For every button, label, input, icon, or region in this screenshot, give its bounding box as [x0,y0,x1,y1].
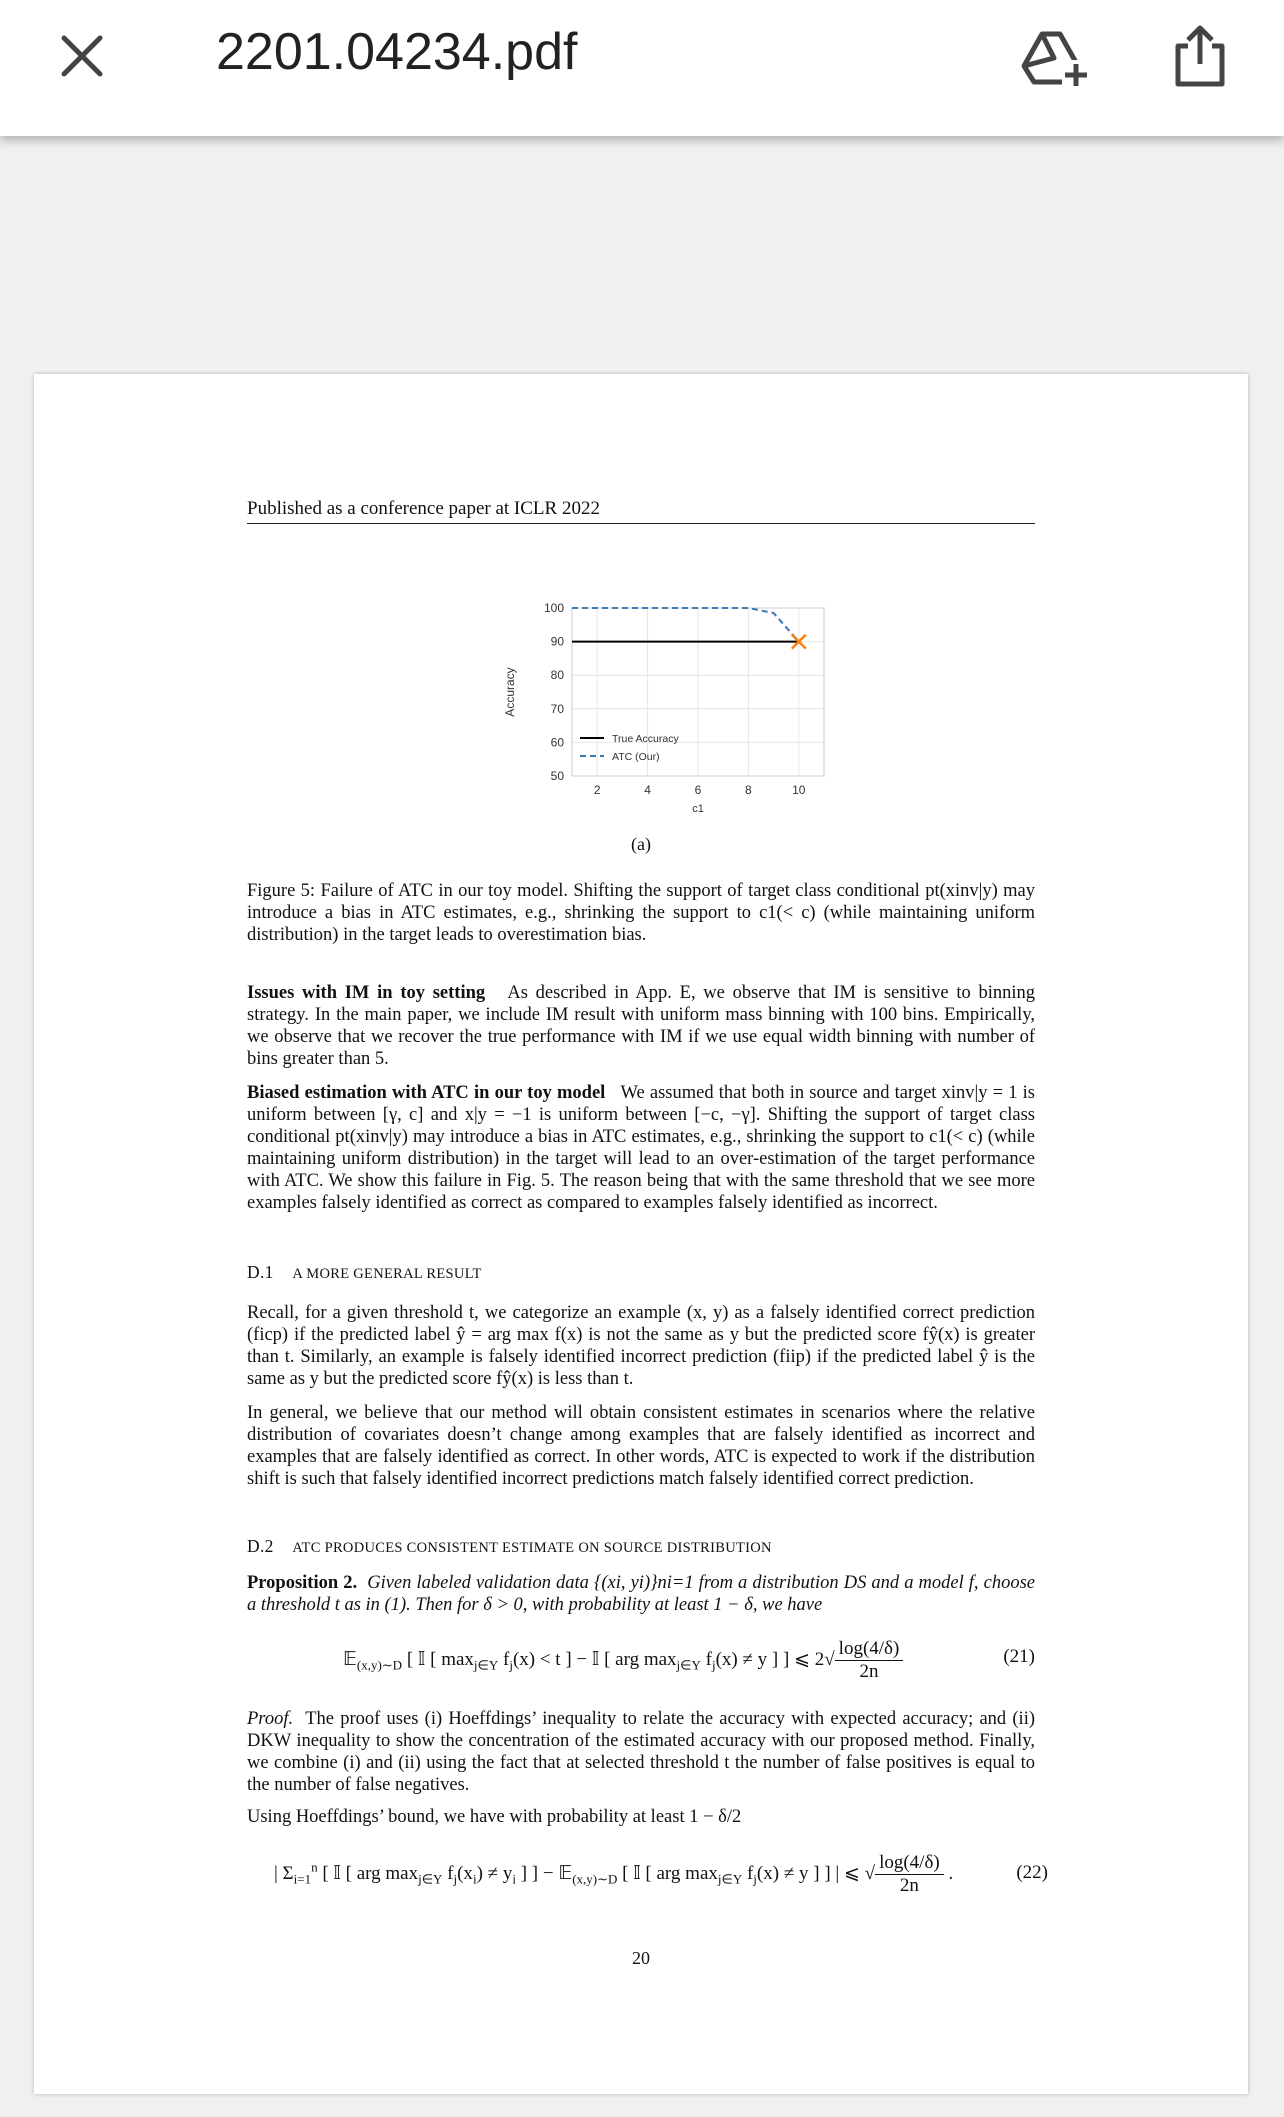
y-tick-label: 60 [550,735,564,750]
x-tick-label: 8 [745,783,752,797]
biased-title: Biased estimation with ATC in our toy model [247,1083,606,1103]
section-d1-heading [247,1262,1035,1283]
page-header: Published as a conference paper at ICLR 2022 [247,498,1035,524]
d1-paragraph-1: Recall, for a given threshold t, we categorize an example (x, y) as a falsely identified correct prediction (ficp) if the predicted label ŷ = arg max f(x) is not the same as y but the predicted score fŷ(x) is greater than t. Similarly, an example is falsely identified incorrect prediction (fiip) if the predicted label ŷ is the same as y but the predicted score fŷ(x) is less than t. [247,1303,1035,1389]
proposition-text: Given labeled validation data {(xi, yi)}ni=1 from a distribution DS and a model f, choose a threshold t as in (1). Then for δ > 0, with probability at least 1 − δ, we have [247,1573,1035,1615]
section-d2-heading [247,1536,1035,1557]
x-tick-label: 6 [694,783,702,797]
x-tick-label: 4 [644,783,651,797]
chart-svg [474,602,844,852]
x-tick-label: 10 [792,783,806,797]
y-tick-label: 90 [550,634,564,649]
y-tick-label: 80 [550,668,564,683]
subfigure-label: (a) [631,834,651,854]
equation-22-number: (22) [1016,1862,1048,1883]
section-d2-title: ATC PRODUCES CONSISTENT ESTIMATE ON SOURCE DISTRIBUTION [292,1540,772,1556]
proof-paragraph [247,1708,1035,1796]
biased-text: We assumed that both in source and target xinv|y = 1 is uniform between [γ, c] and x|y = −1 is uniform between [−c, −γ]. Shifting the support of target class conditional pt(xinv|y) may introduce a bias in ATC estimates, e.g., shrinking the support to c1(< c) (while maintaining uniform distribution) in the target will lead to an over-estimation of the target performance with ATC. We show this failure in Fig. 5. The reason being that with the same threshold that we see more examples falsely identified as correct as compared to examples falsely identified as incorrect. [247,1083,1036,1213]
y-axis-label: Accuracy [503,667,517,717]
equation-21-body: 𝔼$_{(x,y)\sim D}$ [ 𝕀 [ $\max_{j\in Y} f_j(x) < t$ ] − 𝕀 [ arg $\max_{j\in Y} f_j(x) \ne y$ ] ] ⩽ 2√ $\frac{\log(4/\delta)}{2n}$ [343,1638,903,1683]
section-d1-number: D.1 [247,1262,274,1282]
y-tick-label: 70 [550,701,564,716]
series-line-1 [572,608,799,642]
add-to-drive-button[interactable] [1020,26,1090,92]
issues-paragraph [247,982,1035,1070]
legend-label-1: ATC (Our) [612,751,660,763]
share-button[interactable] [1170,24,1230,90]
hoeffding-line: Using Hoeffdings’ bound, we have with probability at least 1 − δ/2 [247,1807,742,1827]
legend-label-0: True Accuracy [612,733,679,745]
equation-22 [274,1840,1048,1910]
close-button[interactable] [52,26,112,86]
top-toolbar [0,0,1284,136]
x-axis-label: c1 [692,803,704,815]
x-tick-label: 2 [593,783,601,797]
document-title: 2201.04234.pdf [216,23,578,81]
proposition-title: Proposition 2. [247,1573,358,1593]
proposition-2 [247,1572,1035,1616]
biased-paragraph [247,1082,1035,1214]
add-to-drive-icon [1020,26,1090,92]
proof-title: Proof. [247,1709,294,1729]
close-icon [52,26,112,86]
y-tick-label: 100 [543,602,564,615]
pdf-page [34,374,1248,2094]
equation-21 [247,1632,1035,1688]
section-d1-title: A MORE GENERAL RESULT [292,1266,482,1282]
page-number: 20 [632,1948,650,1968]
issues-title: Issues with IM in toy setting [247,983,486,1003]
y-tick-label: 50 [550,769,564,783]
share-icon [1170,24,1230,90]
issues-text: As described in App. E, we observe that IM is sensitive to binning strategy. In the main paper, we include IM result with uniform mass binning with 100 bins. Empirically, we observe that we recover the true performance with IM if we use equal width binning with number of bins greater than 5. [247,983,1035,1069]
section-d2-number: D.2 [247,1536,274,1556]
d1-paragraph-2: In general, we believe that our method will obtain consistent estimates in scenarios where the relative distribution of covariates doesn’t change among examples that are falsely identified as incorrect and examples that are falsely identified as correct. In other words, ATC is expected to work if the distribution shift is such that falsely identified incorrect predictions match falsely identified correct prediction. [247,1403,1035,1489]
equation-21-number: (21) [1003,1646,1035,1667]
accuracy-chart [474,602,844,852]
figure-caption: Figure 5: Failure of ATC in our toy model. Shifting the support of target class conditional pt(xinv|y) may introduce a bias in ATC estimates, e.g., shrinking the support to c1(< c) (while maintaining uniform distribution) in the target leads to overestimation bias. [247,881,1035,945]
proof-text: The proof uses (i) Hoeffdings’ inequality to relate the accuracy with expected accuracy; and (ii) DKW inequality to show the concentration of the estimated accuracy with our proposed method. Finally, we combine (i) and (ii) using the fact that at selected threshold t the number of false positives is equal to the number of false negatives. [247,1709,1035,1795]
equation-22-body: | $\Sigma_{i=1}^n$ [ 𝕀 [ arg $\max_{j\in Y} f_j(x_i) \ne y_i$ ] ] − 𝔼$_{(x,y)\sim D}$ [ 𝕀 [ arg $\max_{j\in Y} f_j(x) \ne y$ ] ] | ⩽ √ $\frac{\log(4/\delta)}{2n}$ . [274,1852,954,1896]
